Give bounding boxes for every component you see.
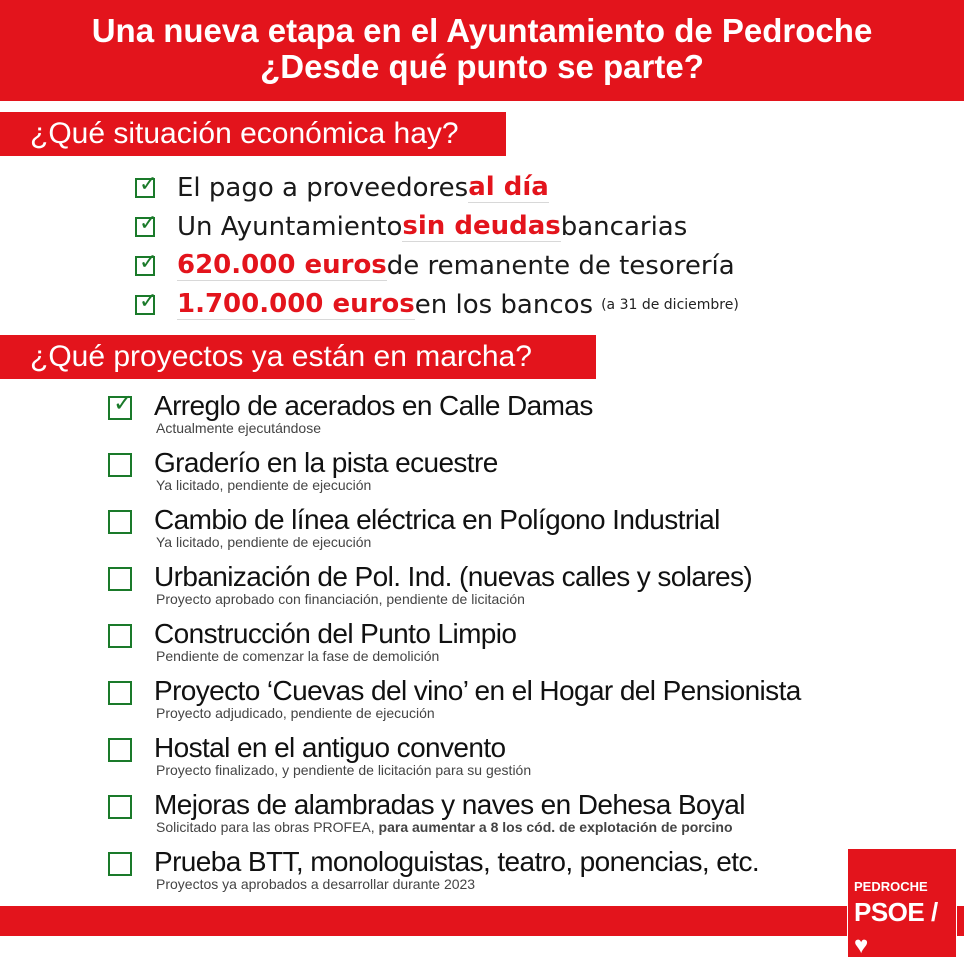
unchecked-box-icon	[108, 453, 132, 477]
economy-item-note: (a 31 de diciembre)	[601, 296, 739, 313]
economy-item-highlight: sin deudas	[402, 211, 561, 241]
checked-box-icon: ✓	[135, 178, 155, 198]
unchecked-box-icon	[108, 681, 132, 705]
project-title: Mejoras de alambradas y naves en Dehesa Boyal	[154, 789, 745, 820]
project-status: Proyecto aprobado con financiación, pendiente de licitación	[156, 591, 525, 607]
economy-item-text-end: en los bancos	[414, 289, 594, 320]
project-status: Actualmente ejecutándose	[156, 420, 321, 436]
unchecked-box-icon	[108, 624, 132, 648]
project-title: Graderío en la pista ecuestre	[154, 447, 498, 478]
unchecked-box-icon	[108, 795, 132, 819]
header-subtitle: ¿Desde qué punto se parte?	[260, 48, 704, 85]
project-title: Proyecto ‘Cuevas del vino’ en el Hogar del Pensionista	[154, 675, 801, 706]
project-title: Prueba BTT, monologuistas, teatro, ponencias, etc.	[154, 846, 760, 877]
project-status: Ya licitado, pendiente de ejecución	[156, 534, 372, 550]
project-status: Ya licitado, pendiente de ejecución	[156, 477, 372, 493]
economy-item-text: El pago a proveedores	[177, 172, 469, 203]
economy-item	[135, 168, 739, 207]
logo-party: PSOE /	[854, 897, 938, 927]
psoe-logo	[847, 848, 957, 958]
project-title: Cambio de línea eléctrica en Polígono Industrial	[154, 504, 720, 535]
checked-box-icon: ✓	[135, 217, 155, 237]
project-status-text: Solicitado para las obras PROFEA,	[156, 819, 379, 835]
heart-icon: ♥	[854, 932, 869, 959]
unchecked-box-icon	[108, 567, 132, 591]
checked-box-icon: ✓	[135, 295, 155, 315]
checked-box-icon: ✓	[108, 396, 132, 420]
economy-item-text: Un Ayuntamiento	[177, 211, 403, 242]
economy-item-highlight: 1.700.000 euros	[177, 289, 415, 319]
unchecked-box-icon	[108, 738, 132, 762]
economy-item-text-end: bancarias	[560, 211, 688, 242]
project-status: Pendiente de comenzar la fase de demolición	[156, 648, 440, 664]
header-banner	[0, 0, 964, 101]
economy-item-text-end: de remanente de tesorería	[386, 250, 735, 281]
project-title: Construcción del Punto Limpio	[154, 618, 517, 649]
economy-list	[135, 168, 739, 324]
unchecked-box-icon	[108, 852, 132, 876]
project-status: Proyecto adjudicado, pendiente de ejecución	[156, 705, 435, 721]
footer-bar	[0, 906, 964, 936]
economy-item	[135, 207, 739, 246]
project-title: Arreglo de acerados en Calle Damas	[154, 390, 593, 421]
logo-town: PEDROCHE	[854, 879, 928, 894]
economy-item	[135, 285, 739, 324]
projects-heading: ¿Qué proyectos ya están en marcha?	[0, 335, 596, 379]
economy-heading: ¿Qué situación económica hay?	[0, 112, 506, 156]
project-status-bold: para aumentar a 8 los cód. de explotación de porcino	[378, 819, 733, 835]
economy-item	[135, 246, 739, 285]
project-status: Proyecto finalizado, y pendiente de licitación para su gestión	[156, 762, 532, 778]
checked-box-icon: ✓	[135, 256, 155, 276]
project-status	[156, 819, 733, 836]
project-title: Urbanización de Pol. Ind. (nuevas calles y solares)	[154, 561, 753, 592]
unchecked-box-icon	[108, 510, 132, 534]
economy-item-highlight: al día	[468, 172, 549, 202]
project-status: Proyectos ya aprobados a desarrollar durante 2023	[156, 876, 476, 892]
project-title: Hostal en el antiguo convento	[154, 732, 506, 763]
economy-item-highlight: 620.000 euros	[177, 250, 387, 280]
header-title: Una nueva etapa en el Ayuntamiento de Pedroche	[91, 12, 873, 49]
